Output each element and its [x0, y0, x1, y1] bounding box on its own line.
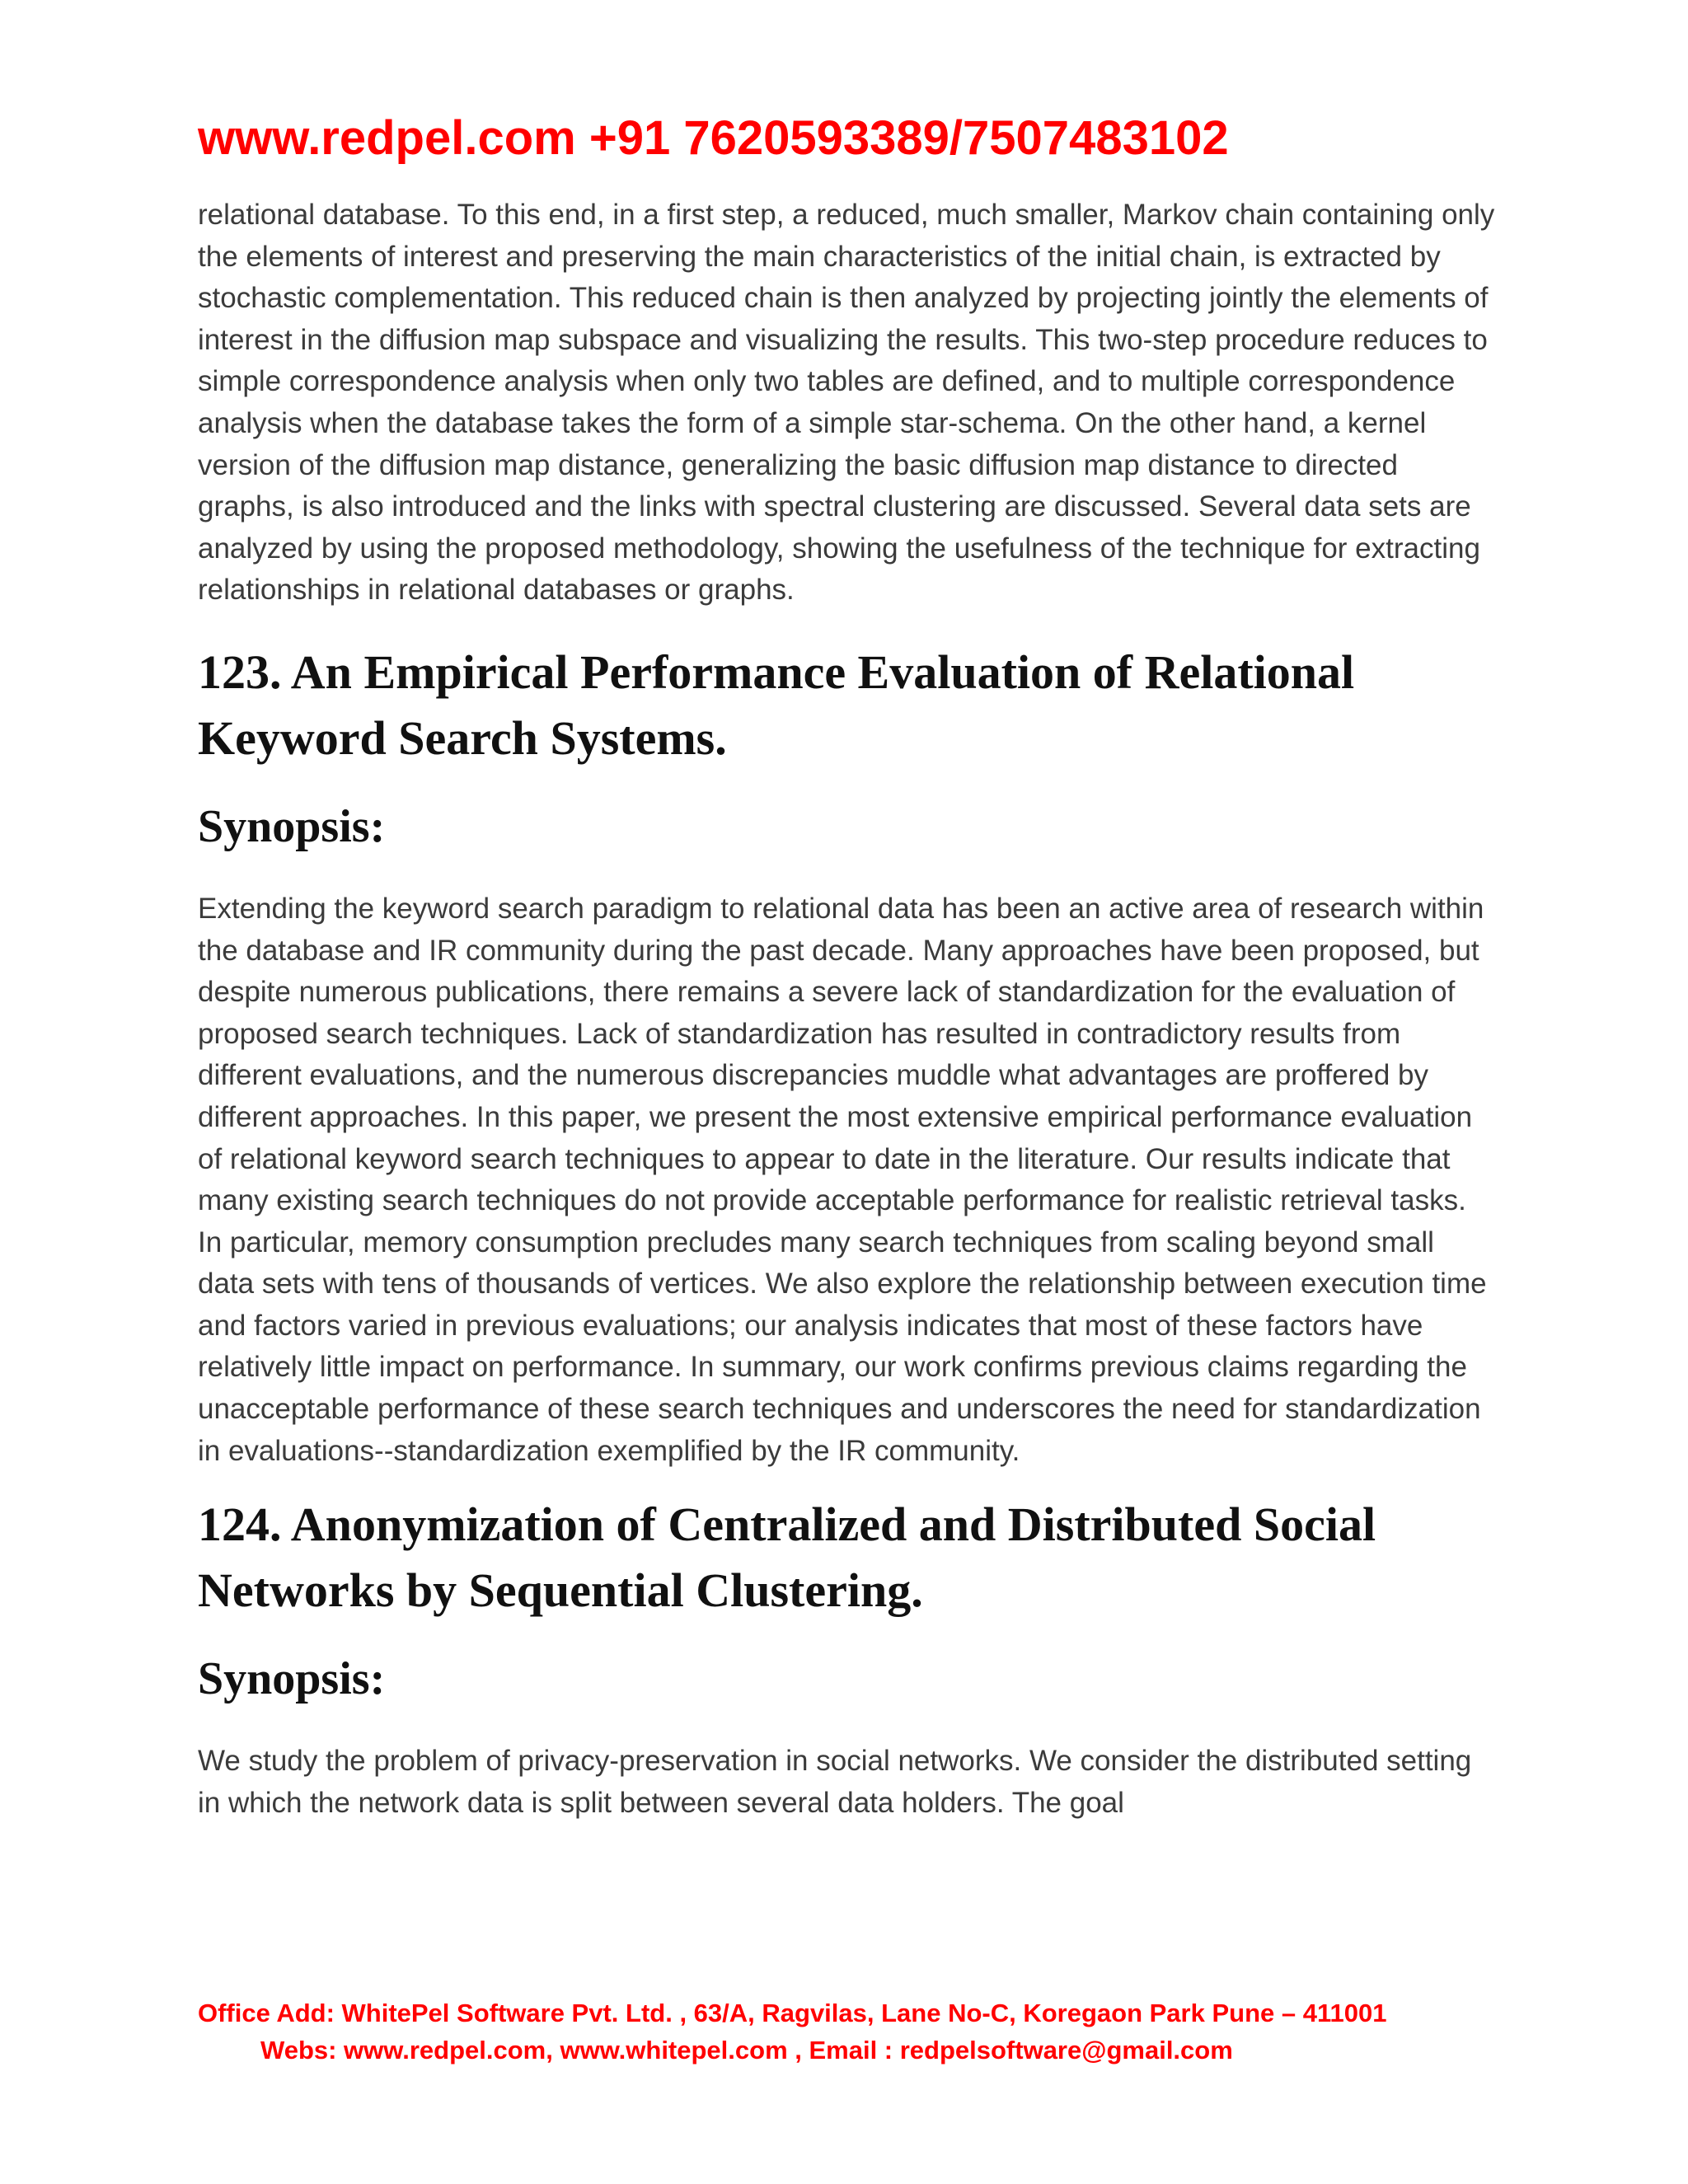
page-header-contact: www.redpel.com +91 7620593389/7507483102	[198, 111, 1229, 165]
footer-office-address: Office Add: WhitePel Software Pvt. Ltd. , 63/A, Ragvilas, Lane No-C, Koregaon Park Pune – 411001	[198, 1999, 1387, 2027]
document-body	[198, 194, 1496, 1824]
paragraph-abstract-123: Extending the keyword search paradigm to relational data has been an active area of research within the database and IR community during the past decade. Many approaches have been proposed, but despite numerous publications, there remains a severe lack of standardization for the evaluation of proposed search techniques. Lack of standardization has resulted in contradictory results from different evaluations, and the numerous discrepancies muddle what advantages are proffered by different approaches. In this paper, we present the most extensive empirical performance evaluation of relational keyword search techniques to appear to date in the literature. Our results indicate that many existing search techniques do not provide acceptable performance for realistic retrieval tasks. In particular, memory consumption precludes many search techniques from scaling beyond small data sets with tens of thousands of vertices. We also explore the relationship between execution time and factors varied in previous evaluations; our analysis indicates that most of these factors have relatively little impact on performance. In summary, our work confirms previous claims regarding the unacceptable performance of these search techniques and underscores the need for standardization in evaluations--standardization exemplified by the IR community.	[198, 892, 1487, 1467]
footer-web-email: Webs: www.redpel.com, www.whitepel.com , Email : redpelsoftware@gmail.com	[260, 2036, 1233, 2064]
paragraph-abstract-124: We study the problem of privacy-preservation in social networks. We consider the distributed setting in which the network data is split between several data holders. The goal	[198, 1745, 1472, 1819]
synopsis-label-124: Synopsis:	[198, 1653, 386, 1705]
section-heading-123: 123. An Empirical Performance Evaluation of Relational Keyword Search Systems.	[198, 644, 1355, 765]
synopsis-label-123: Synopsis:	[198, 800, 386, 852]
paragraph-continued-abstract: relational database. To this end, in a first step, a reduced, much smaller, Markov chain containing only the elements of interest and preserving the main characteristics of the initial chain, is extracted by stochastic complementation. This reduced chain is then analyzed by projecting jointly the elements of interest in the diffusion map subspace and visualizing the results. This two-step procedure reduces to simple correspondence analysis when only two tables are defined, and to multiple correspondence analysis when the database takes the form of a simple star-schema. On the other hand, a kernel version of the diffusion map distance, generalizing the basic diffusion map distance to directed graphs, is also introduced and the links with spectral clustering are discussed. Several data sets are analyzed by using the proposed methodology, showing the usefulness of the technique for extracting relationships in relational databases or graphs.	[198, 199, 1495, 607]
section-heading-124: 124. Anonymization of Centralized and Distributed Social Networks by Sequential Clustering.	[198, 1497, 1376, 1618]
